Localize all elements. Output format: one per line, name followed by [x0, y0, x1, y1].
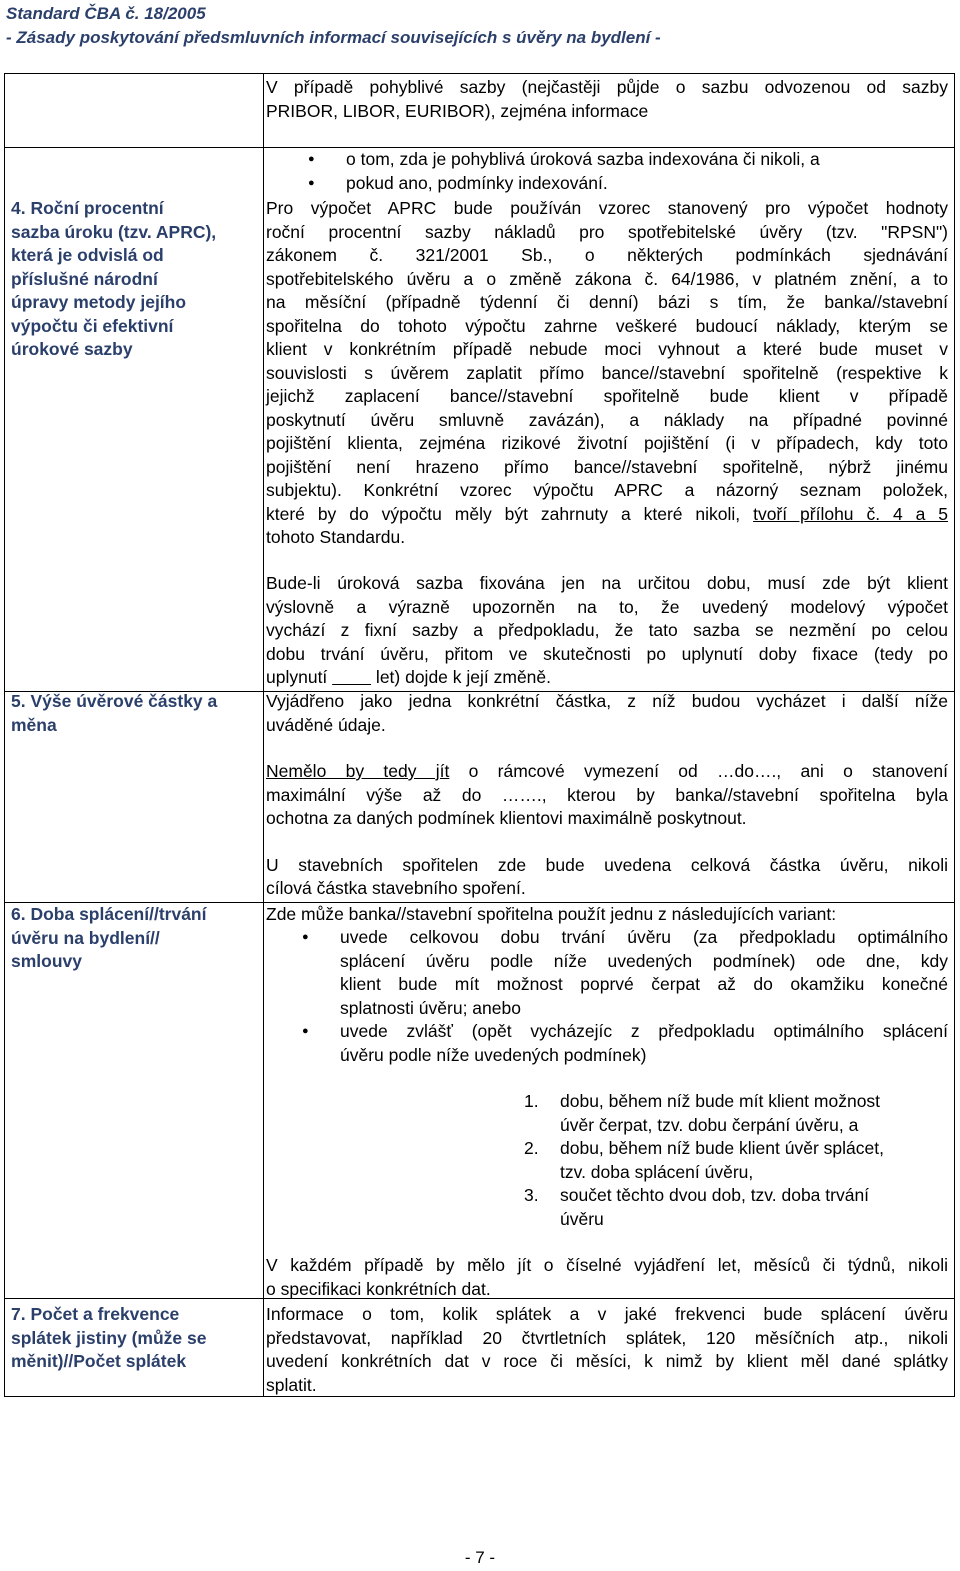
- label-line: která je odvislá od: [11, 245, 164, 265]
- text-line: tzv. doba splácení úvěru,: [560, 1161, 754, 1182]
- list-item: [266, 1090, 948, 1137]
- text-fragment: o rámcové vymezení od …do…., ani o stanovení: [449, 761, 949, 781]
- text-line: zákonem č. 321/2001 Sb., o některých podmínkách sjednávání: [266, 245, 948, 265]
- section-6-closing: [266, 1254, 948, 1301]
- text-line: Zde může banka//stavební spořitelna použít jednu z následujících variant:: [266, 904, 837, 924]
- label-line: výpočtu či efektivní: [11, 315, 174, 336]
- label-line: úpravy metody jejího: [11, 292, 187, 312]
- text-line: spořitelna do tohoto výpočtu zahrne veškeré budoucí náklady, kterým se: [266, 315, 948, 336]
- text-line: úvěru: [560, 1208, 604, 1229]
- attachment-reference: tvoří přílohu č. 4 a 5: [753, 503, 948, 524]
- label-line: 7. Počet a frekvence: [11, 1304, 180, 1324]
- text-fragment: Nemělo by tedy jít: [266, 761, 450, 781]
- section-6-label: [11, 903, 206, 974]
- text-line: součet těchto dvou dob, tzv. doba trvání: [560, 1185, 870, 1205]
- section-7-text: [266, 1303, 948, 1397]
- text-line: cílová částka stavebního spoření.: [266, 878, 526, 898]
- label-line: 5. Výše úvěrové částky a: [11, 691, 218, 711]
- bullet-item: ● pokud ano, podmínky indexování.: [266, 172, 948, 196]
- text-line: pojištění klienta, zejména rizikové životní pojištění (i v případech, kdy toto: [266, 433, 948, 453]
- text-line: [266, 666, 948, 690]
- blank-underline: [332, 667, 371, 687]
- label-line: smlouvy: [11, 951, 82, 971]
- text-line: jejichž zaplacení bance//stavební spořitelně bude klient v případě: [266, 386, 948, 406]
- text-line: V každém případě by mělo jít o číselné vyjádření let, měsíců či týdnů, nikoli: [266, 1255, 948, 1275]
- page-number: - 7 -: [464, 1548, 496, 1567]
- bullet-item: [266, 926, 948, 1020]
- list-number: 1.: [524, 1091, 539, 1111]
- text-line: Vyjádřeno jako jedna konkrétní částka, z níž budou vycházet i další níže: [266, 691, 948, 711]
- list-number: 2.: [524, 1138, 539, 1158]
- text-line: představovat, například 20 čtvrtletních splátek, 120 měsíčních atp., nikoli: [266, 1327, 948, 1348]
- section-4-bullets: [266, 148, 948, 195]
- text-line: spotřebitelského úvěru a o změně zákona č. 64/1986, v platném znění, a to: [266, 268, 948, 289]
- text-line: ● uvede zvlášť (opět vycházejíc z předpokladu optimálního splácení: [340, 1021, 948, 1041]
- text-line: poskytnutí úvěru smluvně zavázán), a náklady na případné povinné: [266, 409, 948, 430]
- list-item: [266, 1137, 948, 1184]
- label-line: úvěru na bydlení//: [11, 927, 160, 948]
- label-line: měna: [11, 714, 57, 735]
- text-line: ● uvede celkovou dobu trvání úvěru (za předpokladu optimálního: [340, 927, 948, 947]
- label-line: měnit)//Počet splátek: [11, 1351, 187, 1371]
- text-line: o specifikaci konkrétních dat.: [266, 1278, 491, 1299]
- text-line: klient bude mít možnost poprvé čerpat až do okamžiku konečné: [340, 974, 948, 994]
- text-line: Bude-li úroková sazba fixována jen na určitou dobu, musí zde být klient: [266, 573, 948, 593]
- text-line: uvedení konkrétních dat v roce či měsíci, k nimž by klient měl dané splátky: [266, 1351, 948, 1371]
- text-line: PRIBOR, LIBOR, EURIBOR), zejména informace: [266, 100, 649, 121]
- text-line: úvěru podle níže uvedených podmínek): [340, 1044, 647, 1065]
- label-line: 4. Roční procentní: [11, 198, 164, 218]
- document-header-subtitle: - Zásady poskytování předsmluvních informací souvisejících s úvěry na bydlení -: [6, 28, 661, 47]
- text-line: úvěr čerpat, tzv. dobu čerpání úvěru, a: [560, 1114, 859, 1135]
- text-line: uváděné údaje.: [266, 714, 386, 735]
- text-line: V případě pohyblivé sazby (nejčastěji půjde o sazbu odvozenou od sazby: [266, 77, 948, 97]
- section-4-label: [11, 197, 216, 362]
- section-4-apr-text: [266, 197, 948, 550]
- pohybliva-sazba-intro: [266, 76, 948, 123]
- text-line: na měsíční (případně týdenní či denní) bázi s tím, že banka//stavební: [266, 292, 948, 312]
- section-5-text: [266, 690, 948, 901]
- section-5-label: [11, 690, 217, 737]
- text-line: výslovně a výrazně upozorněn na to, že uvedený modelový výpočet: [266, 596, 948, 617]
- text-line: dobu, během níž bude mít klient možnost: [560, 1091, 881, 1111]
- text-line: maximální výše až do ……., kterou by banka//stavební spořitelna byla: [266, 784, 948, 805]
- document-header-title: Standard ČBA č. 18/2005: [6, 4, 206, 23]
- text-line: [266, 503, 948, 527]
- text-line: vychází z fixní sazby a předpokladu, že tato sazba se nezmění po celou: [266, 620, 948, 640]
- list-item: [266, 1184, 948, 1231]
- text-line: souvislosti s úvěrem zaplatit přímo bance//stavební spořitelně (respektive k: [266, 362, 948, 383]
- text-line: splatnosti úvěru; anebo: [340, 997, 521, 1018]
- text-line: subjektu). Konkrétní vzorec výpočtu APRC a názorný seznam položek,: [266, 480, 948, 500]
- bullet-item: [266, 1020, 948, 1067]
- column-divider: [263, 74, 264, 1396]
- section-6-intro: [266, 903, 948, 927]
- text-line: U stavebních spořitelen zde bude uvedena celková částka úvěru, nikoli: [266, 854, 948, 875]
- label-line: úrokové sazby: [11, 339, 133, 359]
- text-line: roční procentní sazby nákladů pro spotřebitelské úvěry (tzv. "RPSN"): [266, 221, 948, 242]
- section-6-numbered-list: [266, 1090, 948, 1231]
- text-line: Informace o tom, kolik splátek a v jaké frekvenci bude splácení úvěru: [266, 1304, 948, 1324]
- label-line: splátek jistiny (může se: [11, 1327, 207, 1348]
- label-line: příslušné národní: [11, 268, 158, 289]
- text-line: dobu trvání úvěru, přitom ve skutečnosti po uplynutí doby fixace (tedy po: [266, 643, 948, 664]
- text-fragment: let) dojde k její změně.: [371, 667, 552, 687]
- text-line: ochotna za daných podmínek klientovi maximálně poskytnout.: [266, 808, 747, 828]
- text-line: splácení úvěru podle níže uvedených podmínek) ode dne, kdy: [340, 950, 948, 971]
- bullet-item: ● o tom, zda je pohyblivá úroková sazba indexována či nikoli, a: [266, 148, 948, 172]
- section-7-label: [11, 1303, 207, 1374]
- text-line: pojištění není hrazeno přímo bance//stavební spořitelně, nýbrž jinému: [266, 456, 948, 477]
- label-line: 6. Doba splácení//trvání: [11, 904, 207, 924]
- section-6-variants: [266, 926, 948, 1067]
- text-line: [266, 760, 948, 784]
- text-line: Pro výpočet APRC bude používán vzorec stanovený pro výpočet hodnoty: [266, 198, 948, 218]
- text-fragment: které by do výpočtu měly být zahrnuty a které nikoli,: [266, 503, 754, 524]
- label-line: sazba úroku (tzv. APRC),: [11, 221, 217, 242]
- text-line: tohoto Standardu.: [266, 527, 406, 547]
- section-4-fixation-notice: [266, 572, 948, 690]
- text-line: dobu, během níž bude klient úvěr splácet,: [560, 1138, 884, 1158]
- text-line: splatit.: [266, 1374, 317, 1395]
- list-number: 3.: [524, 1185, 539, 1205]
- text-line: klient v konkrétním případě nebude moci vyhnout a které bude muset v: [266, 339, 948, 359]
- text-fragment: uplynutí: [266, 667, 333, 687]
